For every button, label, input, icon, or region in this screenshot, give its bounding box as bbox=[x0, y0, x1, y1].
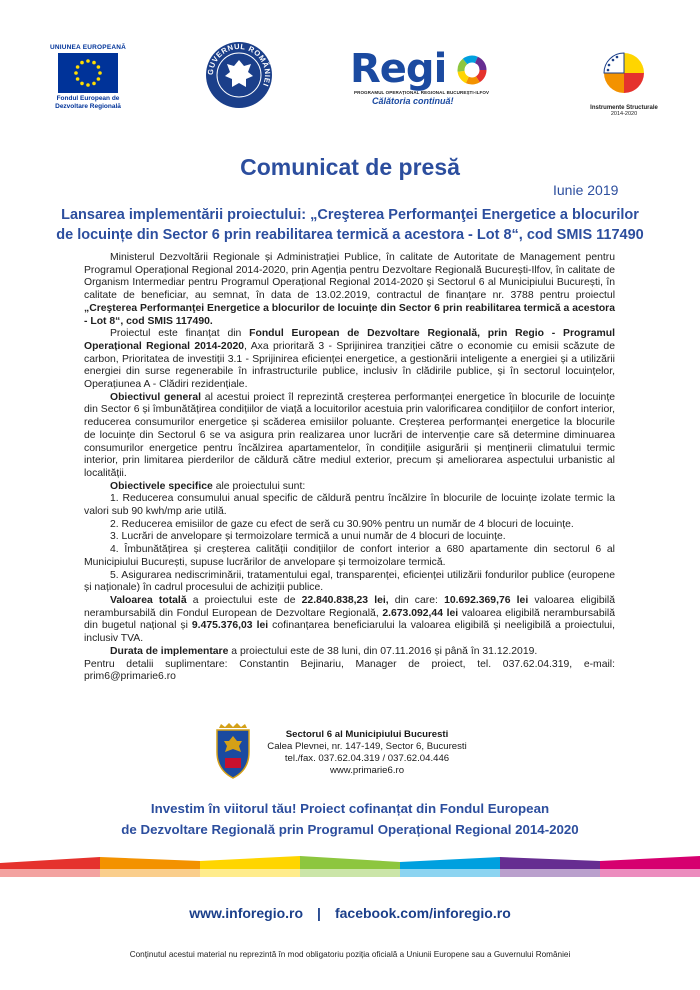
structural-instruments-years: 2014-2020 bbox=[610, 111, 638, 117]
eu-flag-icon bbox=[58, 53, 118, 93]
regio-wordmark: Regi bbox=[350, 46, 447, 92]
value-text-e: cofinanțarea beneficiarului la valoarea eligibilă și neeligibilă a proiectului, inclusiv TVA. bbox=[84, 620, 616, 645]
disclaimer: Conținutul acestui material nu reprezintă în mod obligatoriu poziția oficială a Uniunii Europene sau a Guvernului României bbox=[129, 950, 571, 959]
duration-text: a proiectului este de 38 luni, din 07.11.2016 și până în 31.12.2019. bbox=[228, 645, 538, 657]
paragraph-general-objective bbox=[84, 392, 615, 481]
duration-label: Durata de implementare bbox=[110, 645, 229, 657]
financing-text-b: , Axa prioritară 3 - Sprijinirea tranziției către o economie cu emisii scăzute de carbon, Prioritatea de investiții 3.1 - Sprijinirea eficienței energetice, a gestionării inteligente a energiei și a utilizării energiei din surse regenerabile în infrastructurile publice, inclusiv în clădirile publice, și în sectorul locuințelor, Operațiunea A - Clădiri rezidențiale. bbox=[84, 340, 615, 391]
cofinancing-value: 9.475.376,03 lei bbox=[191, 620, 269, 632]
project-name: „Creşterea Performanţei Energetice a blocurilor de locuințe din Sector 6 prin reabilitarea termică a acestora - Lot 8“, cod SMIS 117490. bbox=[84, 302, 615, 327]
page-title: Comunicat de presă bbox=[240, 154, 460, 180]
financing-text-a: Proiectul este finanțat din bbox=[110, 328, 250, 340]
paragraph-intro-text: Ministerul Dezvoltării Regionale și Administrației Publice, în calitate de Autoritate de Management pentru Programul Operațional Regional 2014-2020, prin Agenția pentru Dezvoltare Regională București-Ilfov, în calitate de Organism Intermediar pentru Programul Operațional Regional 2014-2020 și Sectorul 6 al Municipiului București, în calitate de beneficiar, au semnat, în data de 13.02.2019, contractul de finanțare nr. 3788 pentru proiectul bbox=[84, 252, 615, 302]
structural-instruments-logo bbox=[584, 48, 664, 117]
total-value: 22.840.838,23 lei, bbox=[301, 594, 389, 606]
eu-logo bbox=[48, 44, 128, 111]
contact-lines bbox=[267, 729, 467, 777]
paragraph-duration bbox=[84, 646, 615, 659]
eu-logo-top-text: UNIUNEA EUROPEANĂ bbox=[49, 44, 127, 51]
list-item: 4. Îmbunătățirea și creșterea calității condițiilor de confort interior a 680 apartamente din sectorul 6 al Municipiului București, supuse lucrărilor de anvelopare și termoizolare termică. bbox=[84, 544, 615, 568]
list-item: 3. Lucrări de anvelopare și termoizolare termică a unui număr de 4 blocuri de locuințe. bbox=[110, 531, 506, 543]
subtitle-line-2: de locuințe din Sector 6 prin reabilitarea termică a acestora - Lot 8“, cod SMIS 117490 bbox=[56, 227, 644, 243]
government-seal-text: GUVERNUL ROMÂNIEI bbox=[205, 41, 273, 88]
subtitle bbox=[24, 205, 676, 245]
general-objective-label: Obiectivul general bbox=[110, 391, 201, 403]
structural-instruments-caption: Instrumente Structurale bbox=[590, 105, 658, 111]
invest-slogan bbox=[0, 798, 700, 840]
government-seal-icon bbox=[204, 40, 274, 115]
regio-logo bbox=[350, 48, 500, 106]
eu-logo-bottom-2: Dezvoltare Regională bbox=[55, 103, 121, 110]
invest-line-1: Investim în viitorul tău! Proiect cofinanțat din Fondul European bbox=[150, 801, 550, 816]
footer-links bbox=[0, 905, 700, 921]
value-text-a: a proiectului este de bbox=[186, 594, 302, 606]
specific-objectives-text: ale proiectului sunt: bbox=[212, 480, 306, 492]
structural-instruments-icon bbox=[599, 48, 649, 98]
facebook-link[interactable]: facebook.com/inforegio.ro bbox=[334, 905, 511, 921]
link-separator: | bbox=[317, 905, 321, 921]
total-value-label: Valoarea totală bbox=[110, 594, 187, 606]
general-objective-text: al acestui proiect îl reprezintă creșterea performanței energetice în blocurile de locuințe din Sector 6 și îmbunătățirea condițiilor de viață a locuitorilor acestuia prin valorificarea condițiilor de confort interior, reducerea consumurilor energetice și scăderea emisiilor poluante. Creșterea performanței energetice la blocurile de locuințe din Sectorul 6 se va asigura prin realizarea unor lucrări de intervenție care să determine diminuarea consumurilor energetice pentru încălzirea apartamentelor, în condițiile asigurării și menținerii climatului termic interior, prin limitarea pierderilor de căldură către mediul exterior, precum și ameliorarea aspectului urbanistic al localității. bbox=[84, 391, 616, 479]
paragraph-financing bbox=[84, 328, 615, 392]
value-text-b: din care: bbox=[388, 594, 445, 606]
eu-logo-bottom-1: Fondul European de bbox=[56, 95, 120, 102]
contact-block bbox=[211, 722, 511, 792]
value-text-d: valoarea eligibilă nerambursabilă din bugetul național și bbox=[84, 607, 616, 632]
paragraph-value bbox=[84, 595, 615, 646]
contact-phone: tel./fax. 037.62.04.319 / 037.62.04.446 bbox=[284, 753, 450, 764]
paragraph-details: Pentru detalii suplimentare: Constantin Bejinariu, Manager de proiect, tel. 037.62.04.319, e-mail: prim6@primarie6.ro bbox=[84, 658, 615, 683]
color-stripes bbox=[0, 855, 700, 877]
regio-slogan: Călătoria continuă! bbox=[372, 96, 454, 106]
contact-website[interactable]: www.primarie6.ro bbox=[329, 765, 405, 776]
feder-value: 10.692.369,76 lei bbox=[444, 594, 529, 606]
inforegio-link[interactable]: www.inforegio.ro bbox=[189, 905, 304, 921]
press-release-body bbox=[84, 252, 615, 684]
list-item: 5. Asigurarea nediscriminării, tratamentului egal, transparenței, eficienței utilizării fondurilor publice (europene și naționale) în cadrul procesului de achiziții publice. bbox=[84, 569, 615, 594]
list-item: 1. Reducerea consumului anual specific de căldură pentru încălzire în blocurile de locuințe izolate termic la valori sub 90 kwh/mp arie utilă. bbox=[84, 493, 615, 518]
list-item: 2. Reducerea emisiilor de gaze cu efect de seră cu 30.90% pentru un număr de 4 blocuri de locuințe. bbox=[110, 518, 574, 530]
release-date: Iunie 2019 bbox=[553, 182, 619, 198]
subtitle-line-1: Lansarea implementării proiectului: „Creşterea Performanţei Energetice a blocurilor bbox=[61, 207, 639, 223]
paragraph-intro bbox=[84, 252, 615, 328]
paragraph-specific-objectives bbox=[84, 481, 615, 494]
contact-name: Sectorul 6 al Municipiului Bucuresti bbox=[285, 729, 449, 740]
logo-bar bbox=[0, 40, 700, 130]
regio-subtitle: PROGRAMUL OPERAȚIONAL REGIONAL BUCUREȘTI-ILFOV bbox=[354, 90, 490, 95]
specific-objectives-label: Obiectivele specifice bbox=[110, 480, 213, 492]
national-budget-value: 2.673.092,44 lei bbox=[382, 607, 459, 619]
contact-address: Calea Plevnei, nr. 147-149, Sector 6, Bucuresti bbox=[267, 741, 467, 752]
sector6-coat-of-arms-icon bbox=[211, 722, 255, 780]
regio-ring-icon bbox=[457, 55, 487, 85]
invest-line-2: de Dezvoltare Regională prin Programul Operațional Regional 2014-2020 bbox=[121, 822, 579, 837]
value-text-c: valoarea eligibilă nerambursabilă din Fondul European de Dezvoltare Regională, bbox=[84, 594, 615, 619]
financing-fund: Fondul European de Dezvoltare Regională, prin Regio - Programul Operațional Regional 2014-2020 bbox=[84, 328, 615, 352]
